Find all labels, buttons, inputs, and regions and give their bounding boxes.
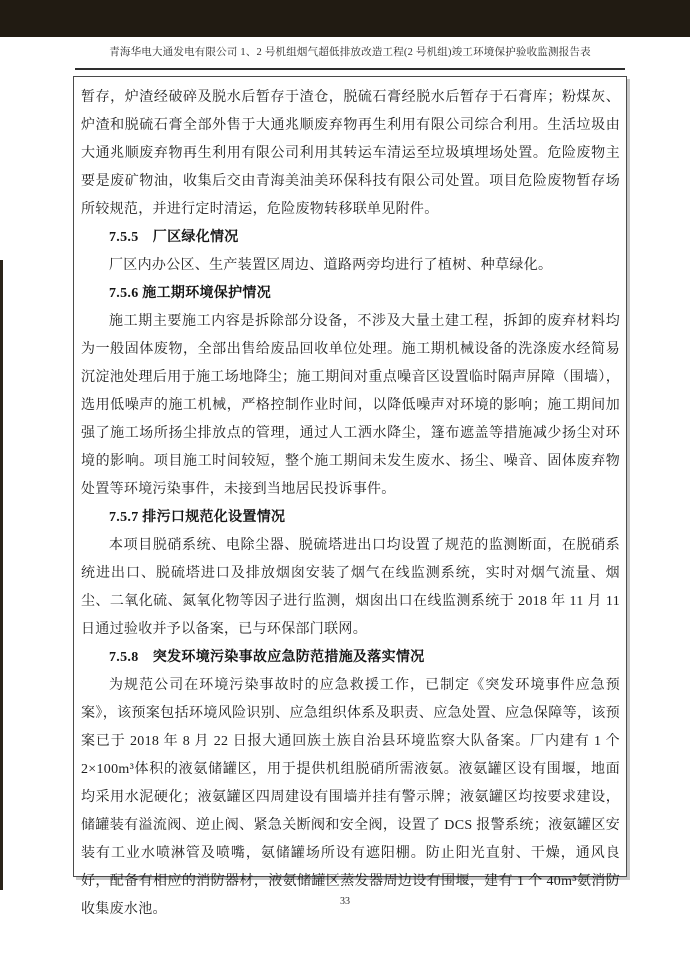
scan-shadow-top bbox=[0, 0, 690, 37]
paragraph-emergency-measures: 为规范公司在环境污染事故时的应急救援工作，已制定《突发环境事件应急预案》，该预案包括环境风险识别、应急组织体系及职责、应急处置、应急保障等，该预案已于 2018 年 8 月 22 日报大通回族土族自治县环境监察大队备案。厂内建有 1 个 2×100m³体积的液氨储罐区，用于提供机组脱硝所需液氨。液氨罐区设有围堰，地面均采用水泥硬化；液氨罐区四周建设有围墙并挂有警示牌；液氨罐区均按要求建设，储罐装有溢流阀、逆止阀、紧急关断阀和安全阀，设置了 DCS 报警系统；液氨罐区安装有工业水喷淋管及喷嘴，氨储罐场所设有遮阳棚。防止阳光直射、干燥，通风良好，配备有相应的消防器材，液氨储罐区蒸发器周边设有围堰，建有 1 个 40m³氨消防收集废水池。 bbox=[81, 678, 620, 917]
scan-shadow-left bbox=[0, 260, 3, 890]
paragraph-greening: 厂区内办公区、生产装置区周边、道路两旁均进行了植树、种草绿化。 bbox=[109, 258, 553, 273]
page-number: 33 bbox=[340, 896, 350, 907]
paragraph-construction-period: 施工期主要施工内容是拆除部分设备，不涉及大量土建工程，拆卸的废弃材料均为一般固体废物，全部出售给废品回收单位处理。施工期机械设备的洗涤废水经简易沉淀池处理后用于施工场地降尘；施工期间对重点噪音区设置临时隔声屏障（围墙），选用低噪声的施工机械，严格控制作业时间，以降低噪声对环境的影响；施工期间加强了施工场所扬尘排放点的管理，通过人工洒水降尘，篷布遮盖等措施减少扬尘对环境的影响。项目施工时间较短，整个施工期间未发生废水、扬尘、噪音、固体废弃物处置等环境污染事件，未接到当地居民投诉事件。 bbox=[81, 314, 620, 497]
section-heading-7-5-5: 7.5.5 厂区绿化情况 bbox=[109, 230, 239, 245]
section-heading-7-5-6: 7.5.6 施工期环境保护情况 bbox=[109, 286, 271, 301]
paragraph-outlet-standardization: 本项目脱硝系统、电除尘器、脱硫塔进出口均设置了规范的监测断面，在脱硝系统进出口、脱硫塔进口及排放烟囱安装了烟气在线监测系统，实时对烟气流量、烟尘、二氧化硫、氮氧化物等因子进行监测，烟囱出口在线监测系统于 2018 年 11 月 11 日通过验收并予以备案，已与环保部门联网。 bbox=[81, 538, 620, 637]
header-divider-rule bbox=[75, 68, 625, 70]
report-header-title: 青海华电大通发电有限公司 1、2 号机组烟气超低排放改造工程(2 号机组)竣工环境保护验收监测报告表 bbox=[109, 47, 591, 58]
section-heading-7-5-7: 7.5.7 排污口规范化设置情况 bbox=[109, 510, 286, 525]
paragraph-solid-waste-continuation: 暂存，炉渣经破碎及脱水后暂存于渣仓，脱硫石膏经脱水后暂存于石膏库；粉煤灰、炉渣和脱硫石膏全部外售于大通兆顺废弃物再生利用有限公司综合利用。生活垃圾由大通兆顺废弃物再生利用有限公司利用其转运车清运至垃圾填埋场处置。危险废物主要是废矿物油，收集后交由青海美油美环保科技有限公司处置。项目危险废物暂存场所较规范，并进行定时清运，危险废物转移联单见附件。 bbox=[81, 90, 620, 217]
section-heading-7-5-8: 7.5.8 突发环境污染事故应急防范措施及落实情况 bbox=[109, 650, 425, 665]
